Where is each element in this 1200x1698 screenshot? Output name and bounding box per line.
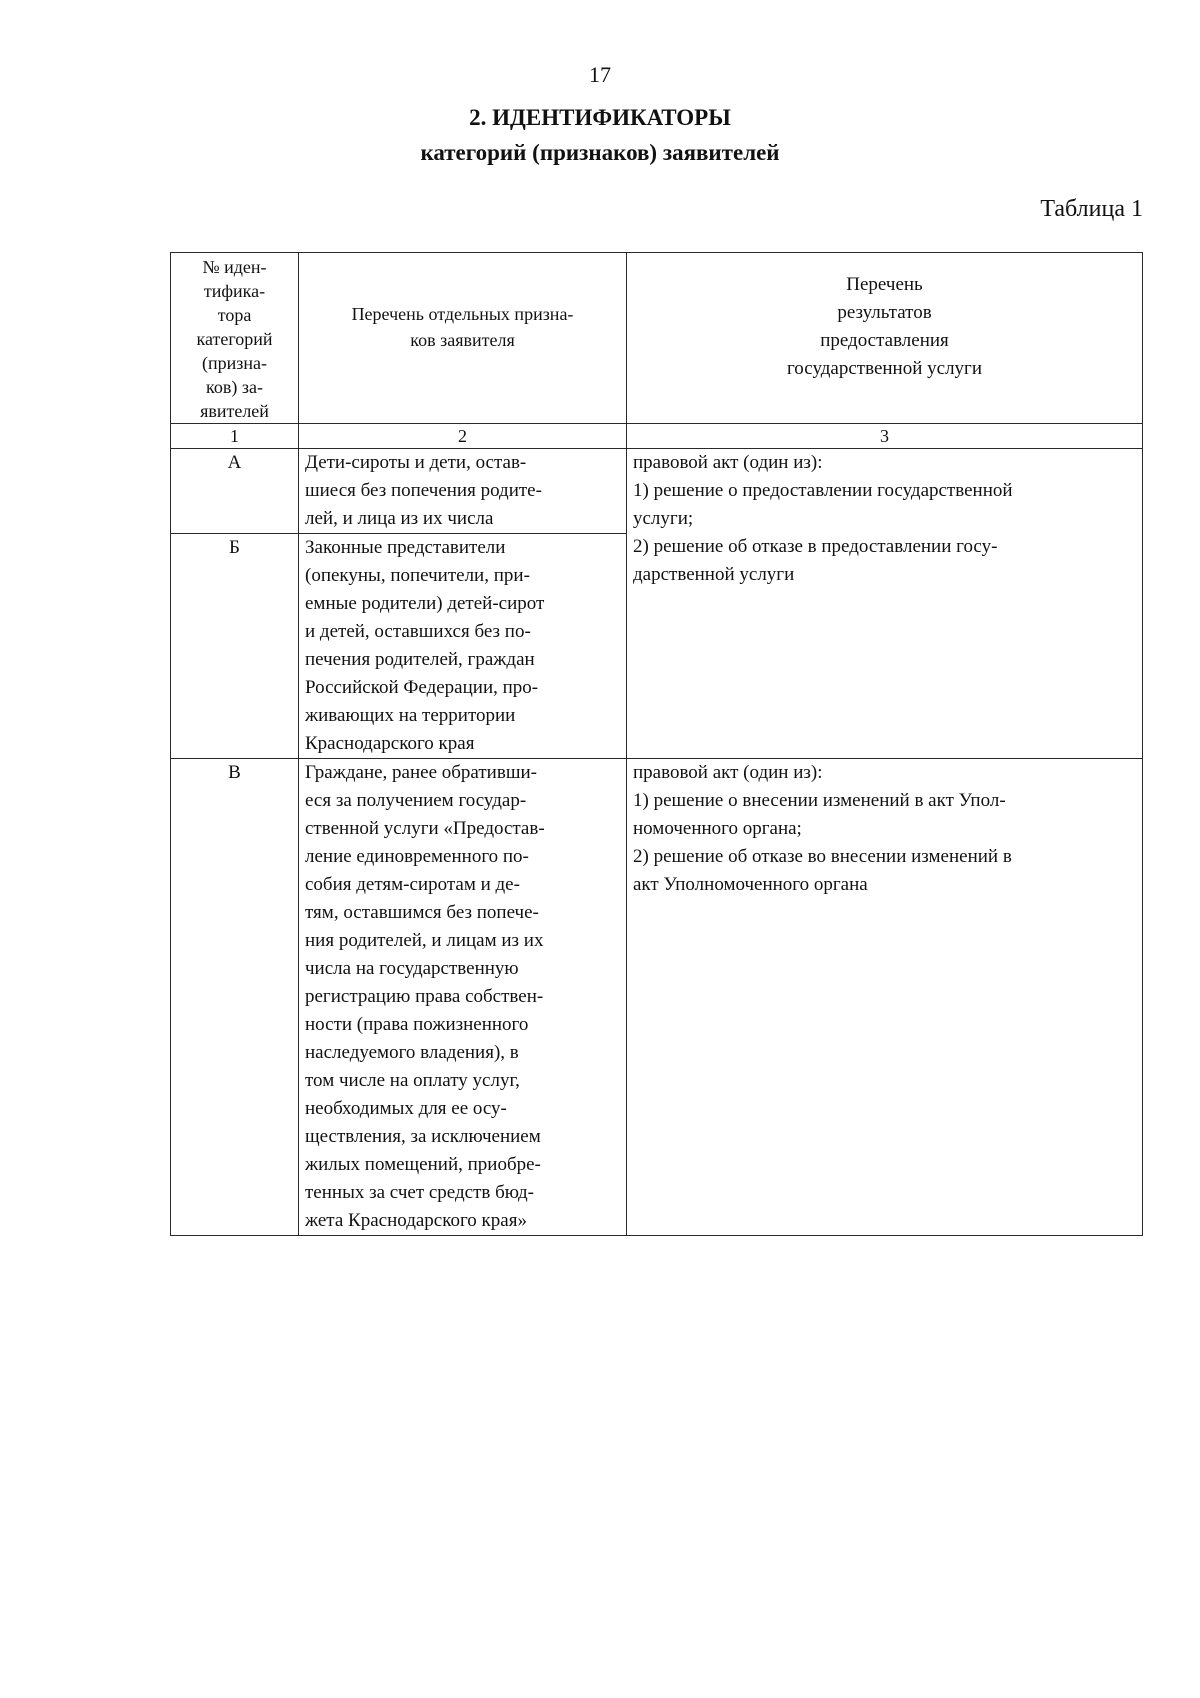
- page-number: 17: [589, 62, 611, 87]
- table-row: [171, 449, 1143, 534]
- column-number-row: [171, 424, 1143, 449]
- applicant-categories-table: [170, 252, 1143, 1236]
- header-results: Перечень результатов предоставления государственной услуги: [627, 253, 1143, 424]
- category-code: Б: [171, 534, 299, 759]
- header-identifier: № иден- тифика- тора категорий (призна- ков) за- явителей: [171, 253, 299, 424]
- header-features: Перечень отдельных призна- ков заявителя: [299, 253, 627, 424]
- table-row: [171, 759, 1143, 1236]
- table-label: Таблица 1: [1040, 196, 1143, 222]
- category-features: Законные представители (опекуны, попечители, при- емные родители) детей-сирот и детей, оставшихся без по- печения родителей, граждан Российской Федерации, про- живающих на территории Краснодарского края: [299, 534, 627, 759]
- category-features: Дети-сироты и дети, остав- шиеся без попечения родите- лей, и лица из их числа: [299, 449, 627, 534]
- category-code: А: [171, 449, 299, 534]
- column-number-2: 2: [299, 424, 627, 449]
- category-results: правовой акт (один из): 1) решение о предоставлении государственной услуги; 2) решение об отказе в предоставлении госу- дарственной услуги: [627, 449, 1143, 759]
- column-number-3: 3: [627, 424, 1143, 449]
- column-number-1: 1: [171, 424, 299, 449]
- category-features: Граждане, ранее обративши- еся за получением государ- ственной услуги «Предостав- ление единовременного по- собия детям-сиротам и де- тям, оставшимся без попече- ния родителей, и лицам из их числа на государственную регистрацию права собствен- ности (права пожизненного наследуемого владения), в том числе на оплату услуг, необходимых для ее осу- ществления, за исключением жилых помещений, приобре- тенных за счет средств бюд- жета Краснодарского края»: [299, 759, 627, 1236]
- category-results: правовой акт (один из): 1) решение о внесении изменений в акт Упол- номоченного органа; 2) решение об отказе во внесении изменений в акт Уполномоченного органа: [627, 759, 1143, 1236]
- section-title: 2. ИДЕНТИФИКАТОРЫ: [469, 105, 731, 130]
- category-code: В: [171, 759, 299, 1236]
- table-header-row: [171, 253, 1143, 424]
- section-subtitle: категорий (признаков) заявителей: [420, 140, 780, 165]
